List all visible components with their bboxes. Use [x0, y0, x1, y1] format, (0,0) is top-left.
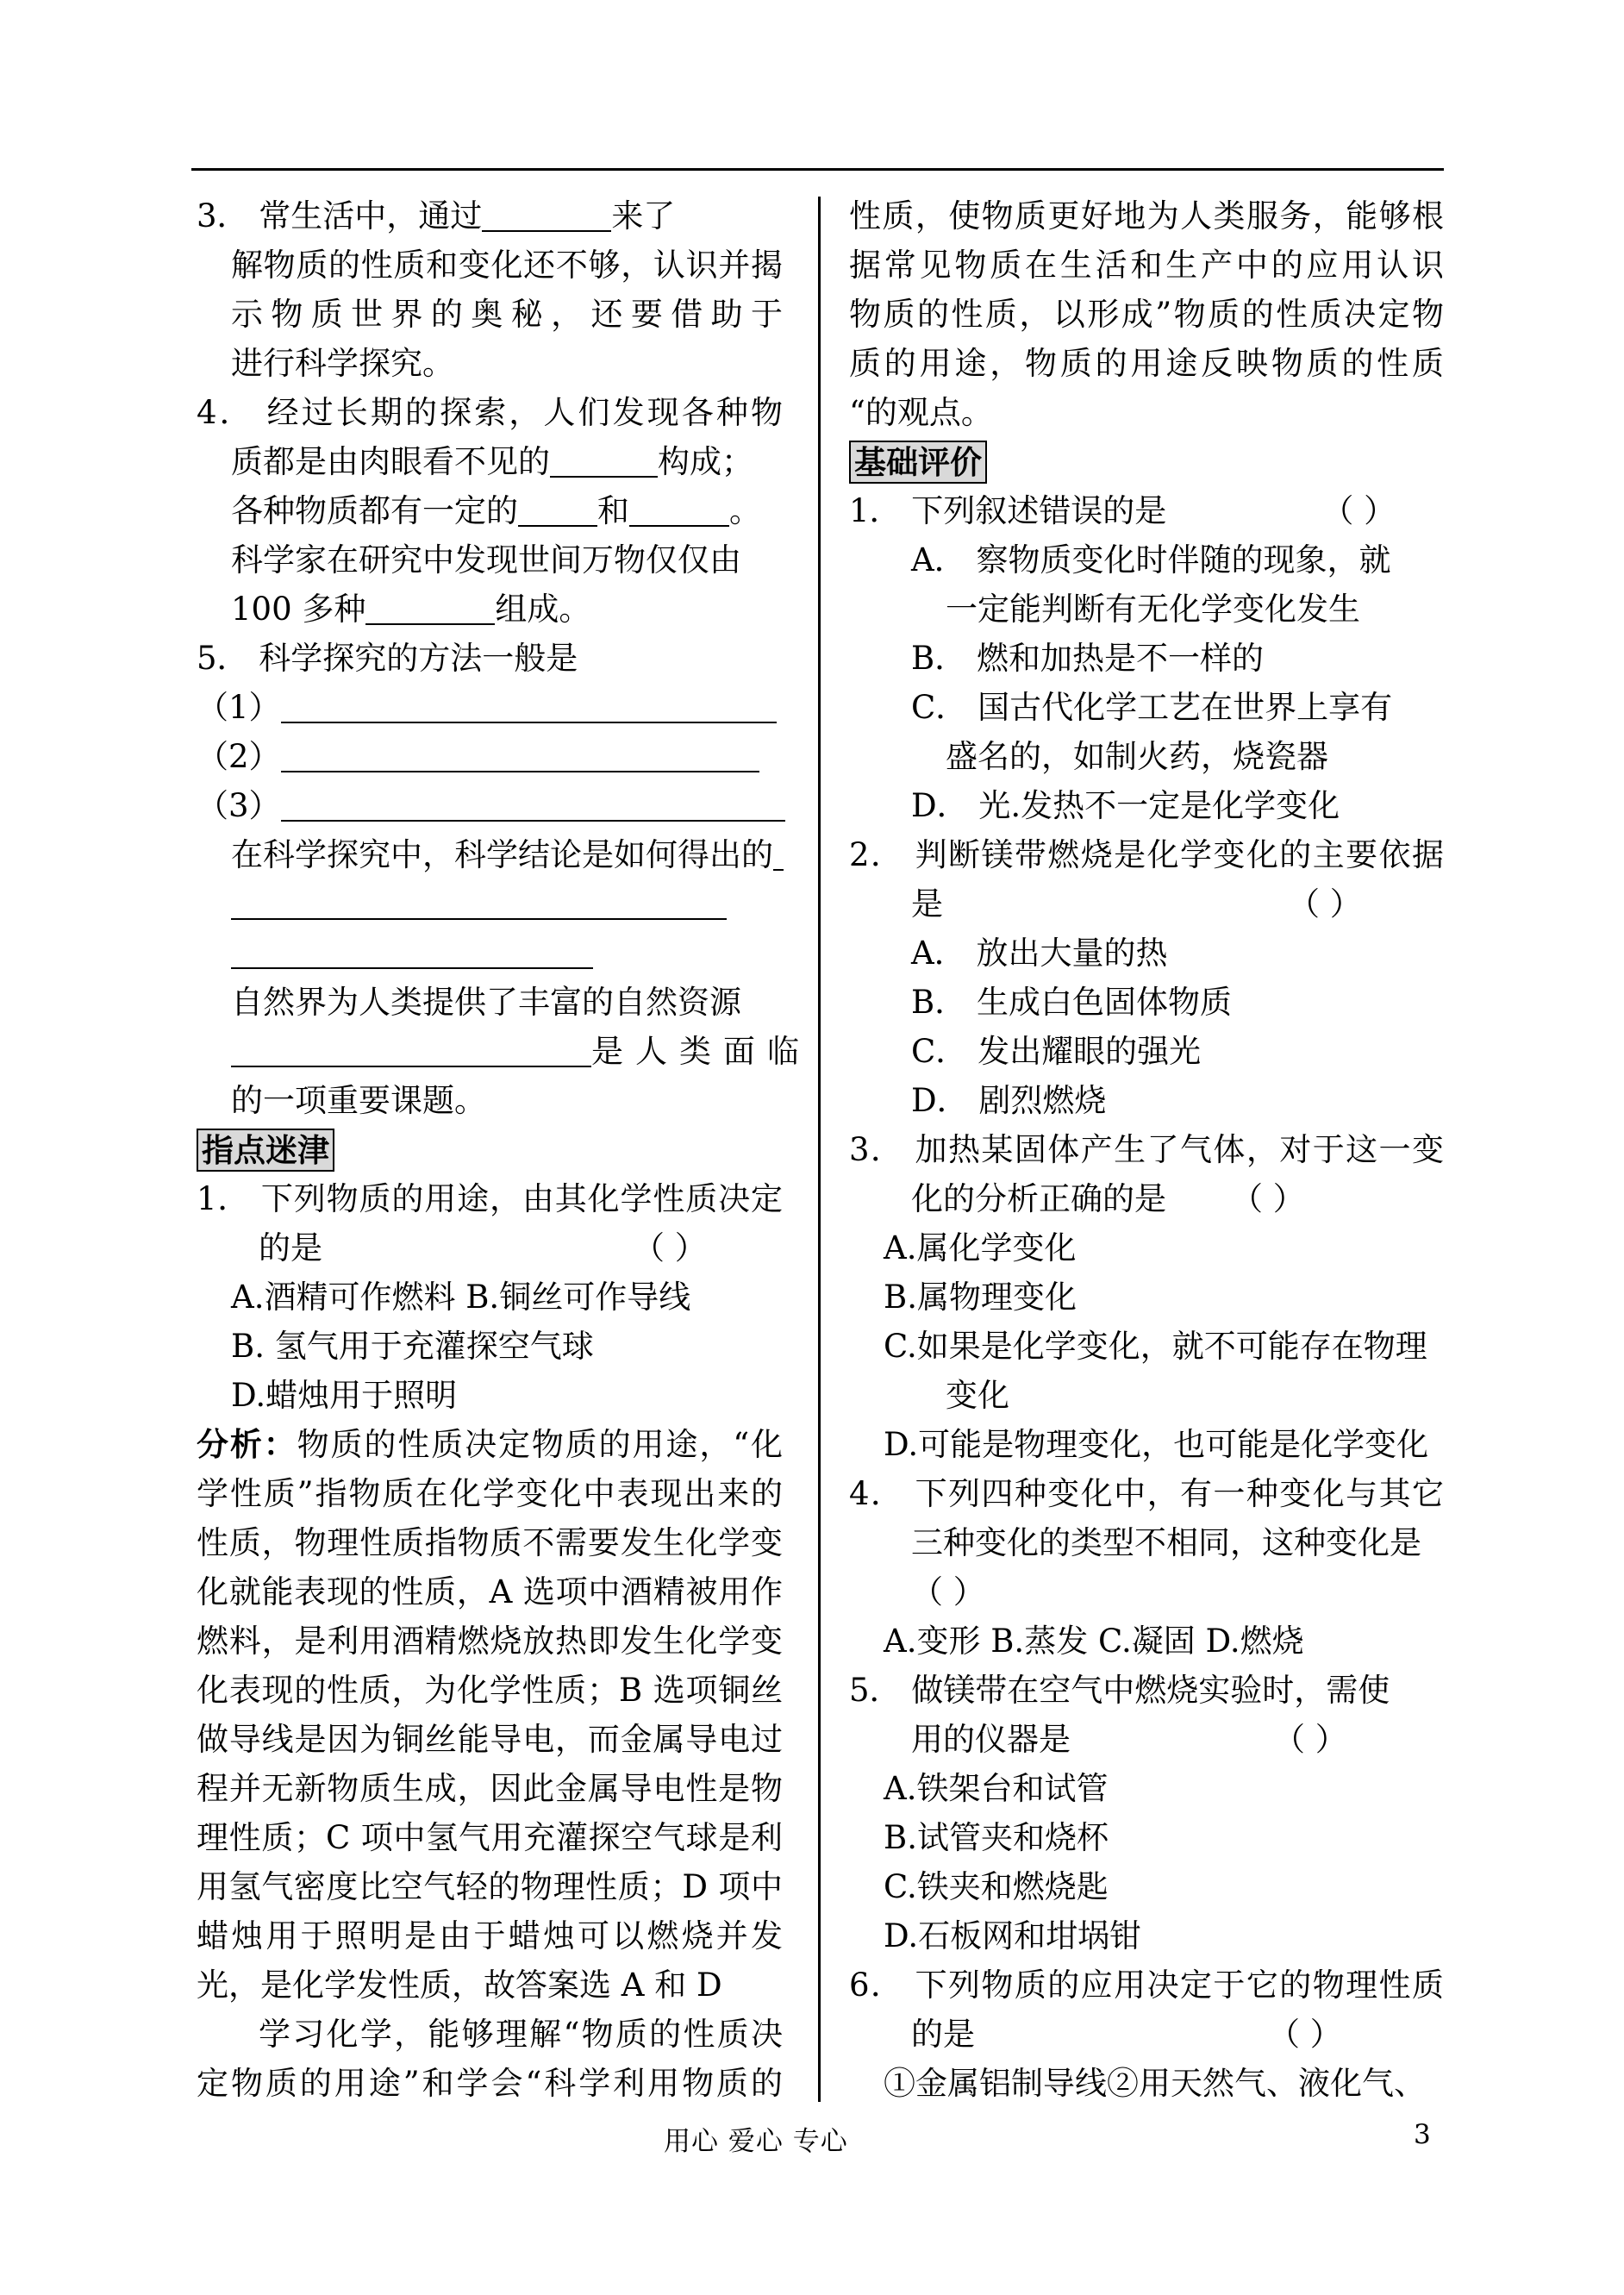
- q4-line4: 科学家在研究中发现世间万物仅仅由: [231, 541, 741, 578]
- question-5-stem: 5． 做镁带在空气中燃烧实验时，需使: [849, 1672, 1390, 1709]
- question-1-option-a: A． 察物质变化时伴随的现象，就: [911, 541, 1391, 578]
- section-heading-basic: 基础评价: [849, 437, 1444, 486]
- study-line2: 定物质的用途”和学会“科学利用物质的: [197, 2065, 783, 2102]
- question-6-items: ①金属铝制导线②用天然气、液化气、: [884, 2065, 1426, 2102]
- continuation-line: 据常见物质在生活和生产中的应用认识: [849, 247, 1444, 284]
- answer-blank[interactable]: [231, 1031, 591, 1067]
- q5-item3: （3）: [197, 781, 783, 830]
- answer-blank[interactable]: [518, 491, 597, 527]
- q5-line1: 5． 科学探究的方法一般是: [197, 640, 578, 677]
- question-2-stem2: 是 （ ）: [911, 885, 1362, 922]
- q4-line2: 质都是由肉眼看不见的 构成；: [231, 443, 753, 480]
- q3-line4: 进行科学探究。: [231, 345, 454, 382]
- question-6-stem: 6． 下列物质的应用决定于它的物理性质: [849, 1967, 1444, 2004]
- answer-blank[interactable]: [365, 589, 495, 625]
- question-1-option-c: C． 国古代化学工艺在世界上享有: [911, 689, 1393, 726]
- question-2-option-c: C． 发出耀眼的强光: [911, 1033, 1202, 1070]
- question-3-option-d: D.可能是物理变化，也可能是化学变化: [884, 1426, 1429, 1463]
- analysis-line: 蜡烛用于照明是由于蜡烛可以燃烧并发: [197, 1917, 783, 1954]
- question-3-option-c-cont: 变化: [946, 1377, 1009, 1414]
- answer-blank[interactable]: [281, 687, 777, 723]
- analysis-line-last: 光，是化学发性质，故答案选 A 和 D: [197, 1967, 722, 2004]
- section-heading-guide: 指点迷津: [197, 1125, 783, 1174]
- footer-motto: 用心 爱心 专心: [664, 2126, 848, 2157]
- answer-blank[interactable]: [231, 884, 727, 920]
- question-4-stem2: 三种变化的类型不相同，这种变化是: [911, 1524, 1421, 1561]
- example1-option-ab: A.酒精可作燃料 B.铜丝可作导线: [231, 1279, 691, 1316]
- analysis-line: 程并无新物质生成，因此金属导电性是物: [197, 1770, 783, 1807]
- question-2-stem: 2． 判断镁带燃烧是化学变化的主要依据: [849, 836, 1444, 873]
- question-5-option-a: A.铁架台和试管: [884, 1770, 1109, 1807]
- answer-blank[interactable]: [231, 933, 593, 969]
- question-4-paren: （ ）: [911, 1573, 985, 1610]
- analysis-line: 化表现的性质，为化学性质；B 选项铜丝: [197, 1672, 783, 1709]
- analysis-line: 化就能表现的性质，A 选项中酒精被用作: [197, 1573, 783, 1610]
- question-5-option-c: C.铁夹和燃烧匙: [884, 1868, 1109, 1905]
- question-2-option-d: D． 剧烈燃烧: [911, 1082, 1107, 1119]
- q5-item1: （1）: [197, 683, 783, 732]
- answer-blank[interactable]: [281, 785, 785, 822]
- question-4-options: A.变形 B.蒸发 C.凝固 D.燃烧: [884, 1623, 1304, 1660]
- question-1-option-b: B． 燃和加热是不一样的: [911, 640, 1264, 677]
- answer-blank[interactable]: [773, 835, 784, 871]
- continuation-line: 质的用途，物质的用途反映物质的性质: [849, 345, 1444, 382]
- right-column: [849, 191, 1444, 2108]
- question-1-option-a-cont: 一定能判断有无化学变化发生: [946, 591, 1360, 628]
- answer-blank[interactable]: [629, 491, 729, 527]
- question-5-option-d: D.石板网和坩埚钳: [884, 1917, 1142, 1954]
- study-line1: 学习化学，能够理解“物质的性质决: [259, 2016, 783, 2053]
- q5-answer-line2: [197, 929, 783, 978]
- q3-line2: 解物质的性质和变化还不够，认识并揭: [231, 247, 783, 284]
- column-divider: [818, 197, 821, 2102]
- q5-resource-line3: 的一项重要课题。: [231, 1082, 486, 1119]
- analysis-line: 做导线是因为铜丝能导电，而金属导电过: [197, 1721, 783, 1758]
- continuation-line: 性质，使物质更好地为人类服务，能够根: [849, 197, 1444, 235]
- q5-resource-line1: 自然界为人类提供了丰富的自然资源: [231, 984, 741, 1021]
- question-6-stem2: 的是 （ ）: [911, 2016, 1342, 2053]
- example1-stem: 1． 下列物质的用途，由其化学性质决定: [197, 1180, 783, 1217]
- q5-item2: （2）: [197, 732, 783, 781]
- continuation-line: 物质的性质，以形成”物质的性质决定物: [849, 296, 1444, 333]
- question-1-option-d: D． 光.发热不一定是化学变化: [911, 787, 1340, 824]
- q4-line5: 100 多种 组成。: [231, 591, 591, 628]
- question-5-stem2: 用的仪器是 （ ）: [911, 1721, 1347, 1758]
- q5-resource-line2: 是人类面临: [197, 1027, 783, 1076]
- question-5-option-b: B.试管夹和烧杯: [884, 1819, 1109, 1856]
- analysis-line: 学性质”指物质在化学变化中表现出来的: [197, 1475, 783, 1512]
- continuation-line: “的观点。: [849, 394, 993, 431]
- question-2-option-a: A． 放出大量的热: [911, 935, 1168, 972]
- example1-option-d: D.蜡烛用于照明: [231, 1377, 458, 1414]
- question-3-option-c: C.如果是化学变化，就不可能存在物理: [884, 1328, 1427, 1365]
- q3-line1: 3． 常生活中，通过 来了: [197, 197, 676, 235]
- analysis-line1: 分析：物质的性质决定物质的用途，“化: [197, 1425, 784, 1463]
- q4-line3: 各种物质都有一定的 和 。: [231, 492, 761, 529]
- q5-question: 在科学探究中，科学结论是如何得出的: [197, 830, 783, 879]
- question-2-option-b: B． 生成白色固体物质: [911, 984, 1232, 1021]
- question-1-option-c-cont: 盛名的，如制火药，烧瓷器: [946, 738, 1328, 775]
- q5-answer-line1: [197, 879, 783, 929]
- example1-stem2: 的是 （ ）: [259, 1229, 707, 1266]
- analysis-line: 理性质；C 项中氢气用充灌探空气球是利: [197, 1819, 783, 1856]
- left-column: [197, 191, 811, 2108]
- analysis-line: 燃料，是利用酒精燃烧放热即发生化学变: [197, 1623, 783, 1660]
- q4-line1: 4． 经过长期的探索，人们发现各种物: [197, 394, 783, 431]
- page-number: 3: [1414, 2119, 1431, 2150]
- example1-option-c: B. 氢气用于充灌探空气球: [231, 1328, 594, 1365]
- answer-blank[interactable]: [482, 196, 611, 232]
- question-1-stem: 1． 下列叙述错误的是 （ ）: [849, 492, 1396, 529]
- question-4-stem: 4． 下列四种变化中，有一种变化与其它: [849, 1475, 1444, 1512]
- q3-line3: 示物质世界的奥秘，还要借助于: [231, 296, 783, 333]
- analysis-line: 用氢气密度比空气轻的物理性质；D 项中: [197, 1868, 783, 1905]
- answer-blank[interactable]: [281, 736, 759, 772]
- question-3-stem2: 化的分析正确的是 （ ）: [911, 1180, 1305, 1217]
- question-3-stem: 3． 加热某固体产生了气体，对于这一变: [849, 1131, 1444, 1168]
- question-3-option-a: A.属化学变化: [884, 1229, 1077, 1266]
- answer-blank[interactable]: [550, 441, 658, 478]
- question-3-option-b: B.属物理变化: [884, 1279, 1077, 1316]
- analysis-line: 性质，物理性质指物质不需要发生化学变: [197, 1524, 783, 1561]
- header-rule: [191, 168, 1444, 171]
